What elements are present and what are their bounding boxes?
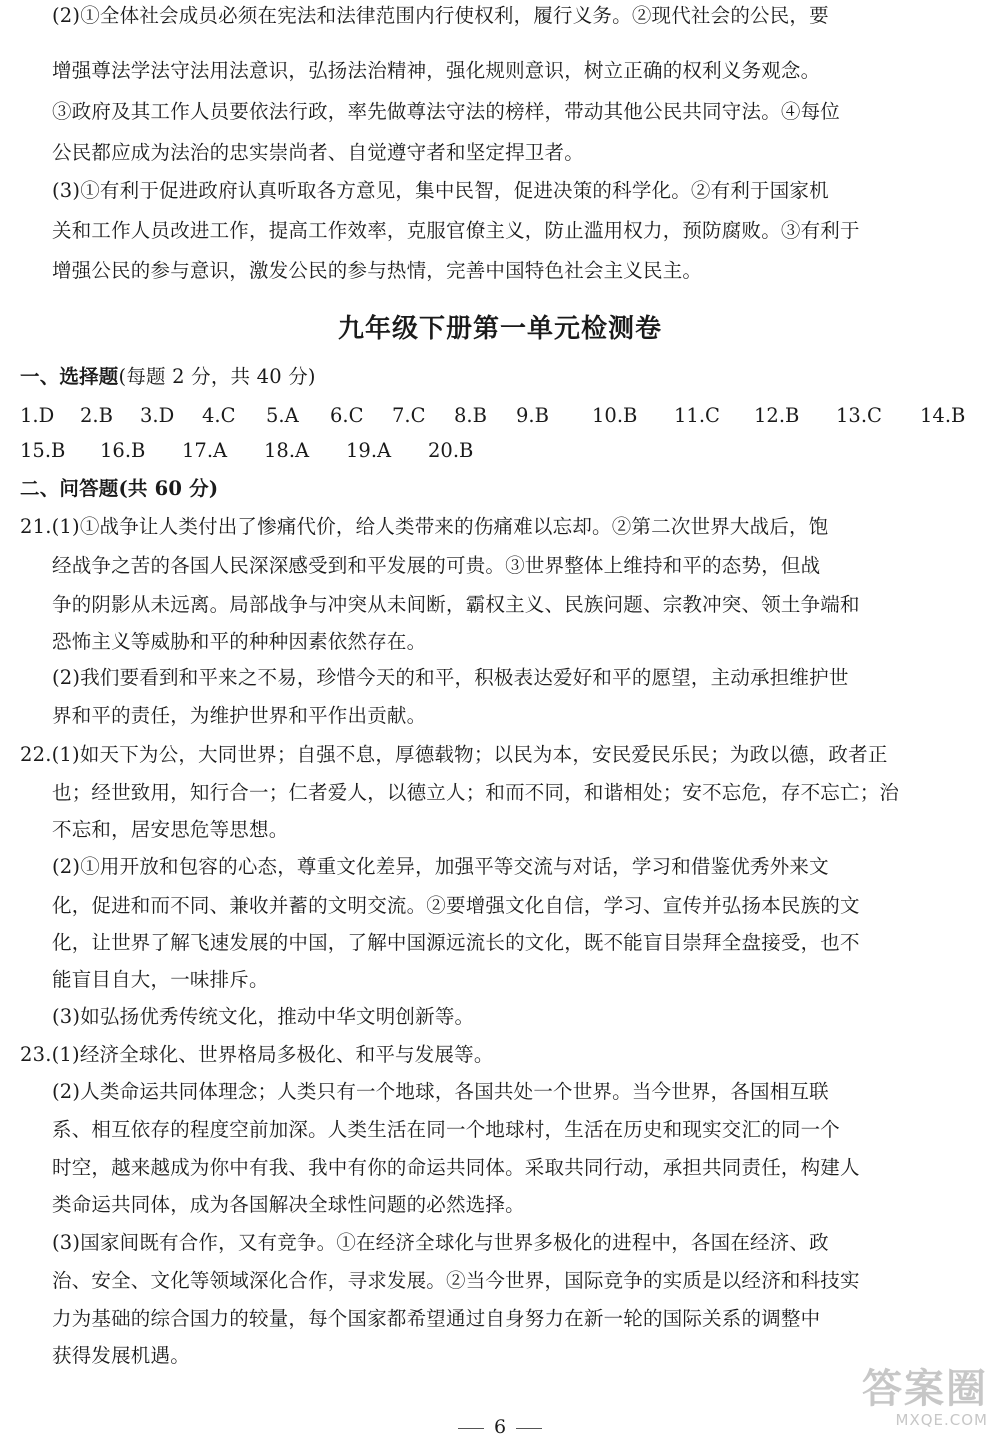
text-line: (2)①全体社会成员必须在宪法和法律范围内行使权利，履行义务。②现代社会的公民，要 [52, 4, 829, 27]
answer-item: 3.D [140, 404, 175, 427]
text-line: (3)如弘扬优秀传统文化，推动中华文明创新等。 [52, 1005, 475, 1028]
answer-item: 11.C [674, 404, 720, 427]
answer-item: 5.A [266, 404, 299, 427]
text-line: (3)①有利于促进政府认真听取各方意见，集中民智，促进决策的科学化。②有利于国家机 [52, 179, 829, 202]
text-line: 争的阴影从未远离。局部战争与冲突从未间断，霸权主义、民族问题、宗教冲突、领土争端和 [52, 593, 860, 616]
section-heading-text: 一、选择题 [20, 365, 119, 388]
text-line: 化，让世界了解飞速发展的中国，了解中国源远流长的文化，既不能盲目崇拜全盘接受，也不 [52, 931, 860, 954]
section-heading [20, 363, 316, 391]
text-line: 公民都应成为法治的忠实崇尚者、自觉遵守者和坚定捍卫者。 [52, 141, 584, 164]
text-line: 时空，越来越成为你中有我、我中有你的命运共同体。采取共同行动，承担共同责任，构建人 [52, 1156, 860, 1179]
answer-item: 10.B [592, 404, 638, 427]
answer-item: 16.B [100, 439, 146, 462]
text-line: 获得发展机遇。 [52, 1344, 190, 1367]
answer-item: 7.C [392, 404, 426, 427]
footer-dash [516, 1428, 542, 1429]
text-line: 增强公民的参与意识，激发公民的参与热情，完善中国特色社会主义民主。 [52, 259, 703, 282]
answer-item: 15.B [20, 439, 66, 462]
text-line: 界和平的责任，为维护世界和平作出贡献。 [52, 704, 427, 727]
text-line: 23.(1)经济全球化、世界格局多极化、和平与发展等。 [20, 1043, 494, 1066]
text-line: 经战争之苦的各国人民深深感受到和平发展的可贵。③世界整体上维持和平的态势，但战 [52, 554, 821, 577]
watermark-text: 答案圈 [862, 1366, 988, 1412]
answer-item: 17.A [182, 439, 228, 462]
text-line: 类命运共同体，成为各国解决全球性问题的必然选择。 [52, 1193, 525, 1216]
section-heading: 二、问答题(共 60 分) [20, 477, 219, 500]
text-line: 力为基础的综合国力的较量，每个国家都希望通过自身努力在新一轮的国际关系的调整中 [52, 1307, 821, 1330]
answer-item: 13.C [836, 404, 882, 427]
text-line: 化，促进和而不同、兼收并蓄的文明交流。②要增强文化自信，学习、宣传并弘扬本民族的文 [52, 894, 860, 917]
section-heading-note: (每题 2 分，共 40 分) [118, 365, 316, 388]
text-line: 关和工作人员改进工作，提高工作效率，克服官僚主义，防止滥用权力，预防腐败。③有利于 [52, 219, 860, 242]
answer-item: 1.D [20, 404, 55, 427]
text-line: 不忘和，居安思危等思想。 [52, 818, 289, 841]
text-line: 恐怖主义等威胁和平的种种因素依然存在。 [52, 630, 427, 653]
answer-item: 20.B [428, 439, 474, 462]
page-number: 6 [493, 1416, 507, 1438]
text-line: 系、相互依存的程度空前加深。人类生活在同一个地球村，生活在历史和现实交汇的同一个 [52, 1118, 841, 1141]
page-title: 九年级下册第一单元检测卷 [337, 314, 662, 344]
answer-item: 4.C [202, 404, 236, 427]
text-line: 22.(1)如天下为公，大同世界；自强不息，厚德载物；以民为本，安民爱民乐民；为政以德，政者正 [20, 743, 888, 766]
answer-item: 12.B [754, 404, 800, 427]
answer-item: 2.B [80, 404, 113, 427]
answer-item: 8.B [454, 404, 487, 427]
text-line: 增强尊法学法守法用法意识，弘扬法治精神，强化规则意识，树立正确的权利义务观念。 [52, 59, 821, 82]
answer-item: 19.A [346, 439, 392, 462]
text-line: (2)人类命运共同体理念；人类只有一个地球，各国共处一个世界。当今世界，各国相互联 [52, 1080, 829, 1103]
watermark-url: MXQE.COM [895, 1411, 988, 1429]
text-line: (3)国家间既有合作，又有竞争。①在经济全球化与世界多极化的进程中，各国在经济、政 [52, 1231, 829, 1254]
text-line: ③政府及其工作人员要依法行政，率先做尊法守法的榜样，带动其他公民共同守法。④每位 [52, 100, 841, 123]
text-line: (2)我们要看到和平来之不易，珍惜今天的和平，积极表达爱好和平的愿望，主动承担维护世 [52, 666, 849, 689]
text-line: (2)①用开放和包容的心态，尊重文化差异，加强平等交流与对话，学习和借鉴优秀外来文 [52, 855, 829, 878]
text-line: 也；经世致用，知行合一；仁者爱人，以德立人；和而不同，和谐相处；安不忘危，存不忘亡；治 [52, 781, 900, 804]
answer-item: 14.B [920, 404, 966, 427]
watermark-logo [828, 1367, 988, 1437]
answer-item: 6.C [330, 404, 364, 427]
footer-dash [458, 1428, 484, 1429]
answer-item: 9.B [516, 404, 549, 427]
text-line: 治、安全、文化等领域深化合作，寻求发展。②当今世界，国际竞争的实质是以经济和科技实 [52, 1269, 860, 1292]
answer-item: 18.A [264, 439, 310, 462]
text-line: 21.(1)①战争让人类付出了惨痛代价，给人类带来的伤痛难以忘却。②第二次世界大战后，饱 [20, 515, 829, 538]
text-line: 能盲目自大，一味排斥。 [52, 968, 269, 991]
